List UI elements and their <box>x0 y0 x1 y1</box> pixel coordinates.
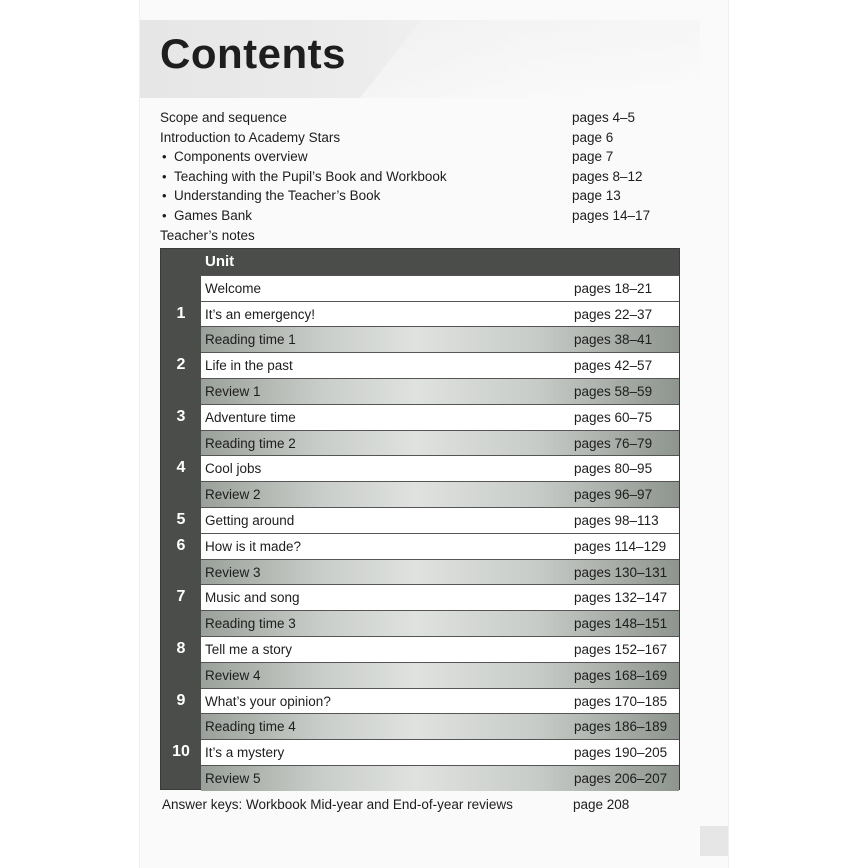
unit-title: Life in the past <box>205 358 293 374</box>
unit-title: Reading time 2 <box>205 435 296 451</box>
unit-title: Reading time 1 <box>205 332 296 348</box>
table-row <box>161 430 679 456</box>
table-row <box>161 533 679 559</box>
unit-pages: pages 190–205 <box>574 745 668 761</box>
unit-title: Reading time 3 <box>205 616 296 632</box>
unit-cell <box>201 713 679 739</box>
unit-cell <box>201 455 679 481</box>
bullet-icon: • <box>162 207 167 223</box>
table-row <box>161 455 679 481</box>
table-row <box>161 713 679 739</box>
unit-cell <box>201 559 679 585</box>
unit-title: Review 5 <box>205 771 261 786</box>
unit-pages: pages 96–97 <box>574 487 653 503</box>
unit-cell <box>201 739 679 765</box>
intro-item-label: Games Bank <box>174 207 253 223</box>
table-row <box>161 481 679 507</box>
table-row <box>161 352 679 378</box>
units-table <box>160 248 680 790</box>
unit-title: Welcome <box>205 280 262 296</box>
table-row <box>161 404 679 430</box>
intro-item <box>160 108 680 128</box>
unit-pages: pages 132–147 <box>574 590 668 606</box>
table-row <box>161 559 679 585</box>
unit-pages: pages 148–151 <box>574 616 668 632</box>
table-row <box>161 765 679 791</box>
unit-cell <box>201 326 679 352</box>
unit-pages: pages 114–129 <box>574 538 667 554</box>
unit-title: It’s a mystery <box>205 745 285 761</box>
unit-pages: pages 98–113 <box>574 513 659 528</box>
intro-item <box>160 226 680 246</box>
table-row <box>161 301 679 327</box>
unit-number: 2 <box>161 352 201 378</box>
page-corner <box>700 826 728 856</box>
unit-pages: pages 38–41 <box>574 332 653 348</box>
unit-pages: pages 76–79 <box>574 435 653 451</box>
intro-item-label: Introduction to Academy Stars <box>160 129 341 145</box>
header-cell <box>201 249 679 275</box>
bullet-icon: • <box>162 149 167 165</box>
unit-cell <box>201 481 679 507</box>
unit-title: Reading time 4 <box>205 719 296 735</box>
intro-item-pages: page 6 <box>572 129 614 145</box>
table-row <box>161 662 679 688</box>
intro-item-pages: pages 8–12 <box>572 168 643 184</box>
unit-pages: pages 22–37 <box>574 306 653 322</box>
intro-item-label: Teacher’s notes <box>160 227 255 243</box>
table-row <box>161 739 679 765</box>
unit-cell <box>201 404 679 430</box>
intro-item <box>160 147 680 167</box>
header-label: Unit <box>205 253 235 270</box>
unit-cell <box>201 533 679 559</box>
bullet-icon: • <box>162 188 167 204</box>
unit-number: 1 <box>161 301 201 327</box>
intro-list <box>160 108 680 245</box>
unit-cell <box>201 584 679 610</box>
intro-item-label: Scope and sequence <box>160 110 287 125</box>
unit-number: 9 <box>161 688 201 714</box>
unit-pages: pages 168–169 <box>574 667 668 683</box>
table-row <box>161 378 679 404</box>
unit-cell <box>201 352 679 378</box>
unit-pages: pages 18–21 <box>574 280 653 296</box>
answer-keys-label: Answer keys: Workbook Mid-year and End-of-year reviews <box>162 797 513 812</box>
unit-number: 3 <box>161 404 201 430</box>
unit-title: Review 1 <box>205 384 261 399</box>
unit-number: 7 <box>161 584 201 610</box>
table-row <box>161 275 679 301</box>
unit-title: It’s an emergency! <box>205 306 316 322</box>
unit-title: What’s your opinion? <box>205 693 331 709</box>
unit-number: 6 <box>161 533 201 559</box>
unit-number: 4 <box>161 455 201 481</box>
unit-cell <box>201 430 679 456</box>
table-row <box>161 326 679 352</box>
table-row <box>161 636 679 662</box>
unit-cell <box>201 688 679 714</box>
unit-pages: pages 170–185 <box>574 693 668 709</box>
unit-title: Review 3 <box>205 564 261 580</box>
unit-number: 10 <box>161 739 201 765</box>
unit-pages: pages 80–95 <box>574 461 653 477</box>
table-row <box>161 688 679 714</box>
unit-cell <box>201 275 679 301</box>
unit-title: How is it made? <box>205 538 302 554</box>
table-row <box>161 507 679 533</box>
page-title: Contents <box>160 30 346 77</box>
unit-pages: pages 58–59 <box>574 384 653 399</box>
answer-keys-pages: page 208 <box>573 797 630 812</box>
intro-item-pages: page 7 <box>572 149 614 165</box>
unit-cell <box>201 301 679 327</box>
intro-item-pages: pages 14–17 <box>572 207 651 223</box>
intro-item-label: Components overview <box>174 149 308 165</box>
unit-pages: pages 186–189 <box>574 719 668 735</box>
unit-pages: pages 152–167 <box>574 642 668 657</box>
unit-pages: pages 42–57 <box>574 358 653 374</box>
unit-title: Tell me a story <box>205 642 293 657</box>
unit-title: Review 4 <box>205 667 261 683</box>
unit-cell <box>201 662 679 688</box>
unit-title: Adventure time <box>205 409 296 425</box>
intro-item <box>160 206 680 226</box>
unit-cell <box>201 610 679 636</box>
unit-pages: pages 60–75 <box>574 409 653 425</box>
unit-pages: pages 130–131 <box>574 564 668 580</box>
unit-title: Cool jobs <box>205 461 262 477</box>
intro-item-label: Teaching with the Pupil’s Book and Workbook <box>174 168 447 184</box>
unit-title: Getting around <box>205 513 295 528</box>
intro-item-pages: pages 4–5 <box>572 110 636 125</box>
unit-cell <box>201 378 679 404</box>
table-row <box>161 584 679 610</box>
unit-number: 5 <box>161 507 201 533</box>
unit-cell <box>201 765 679 791</box>
table-row <box>161 610 679 636</box>
table-header-row <box>161 249 679 275</box>
unit-title: Review 2 <box>205 487 261 503</box>
bullet-icon: • <box>162 168 167 184</box>
unit-cell <box>201 636 679 662</box>
unit-pages: pages 206–207 <box>574 771 668 786</box>
intro-item <box>160 186 680 206</box>
intro-item-pages: page 13 <box>572 188 621 204</box>
intro-item-label: Understanding the Teacher’s Book <box>174 188 381 204</box>
intro-item <box>160 128 680 148</box>
unit-title: Music and song <box>205 590 300 606</box>
unit-number: 8 <box>161 636 201 662</box>
unit-cell <box>201 507 679 533</box>
intro-item <box>160 167 680 187</box>
